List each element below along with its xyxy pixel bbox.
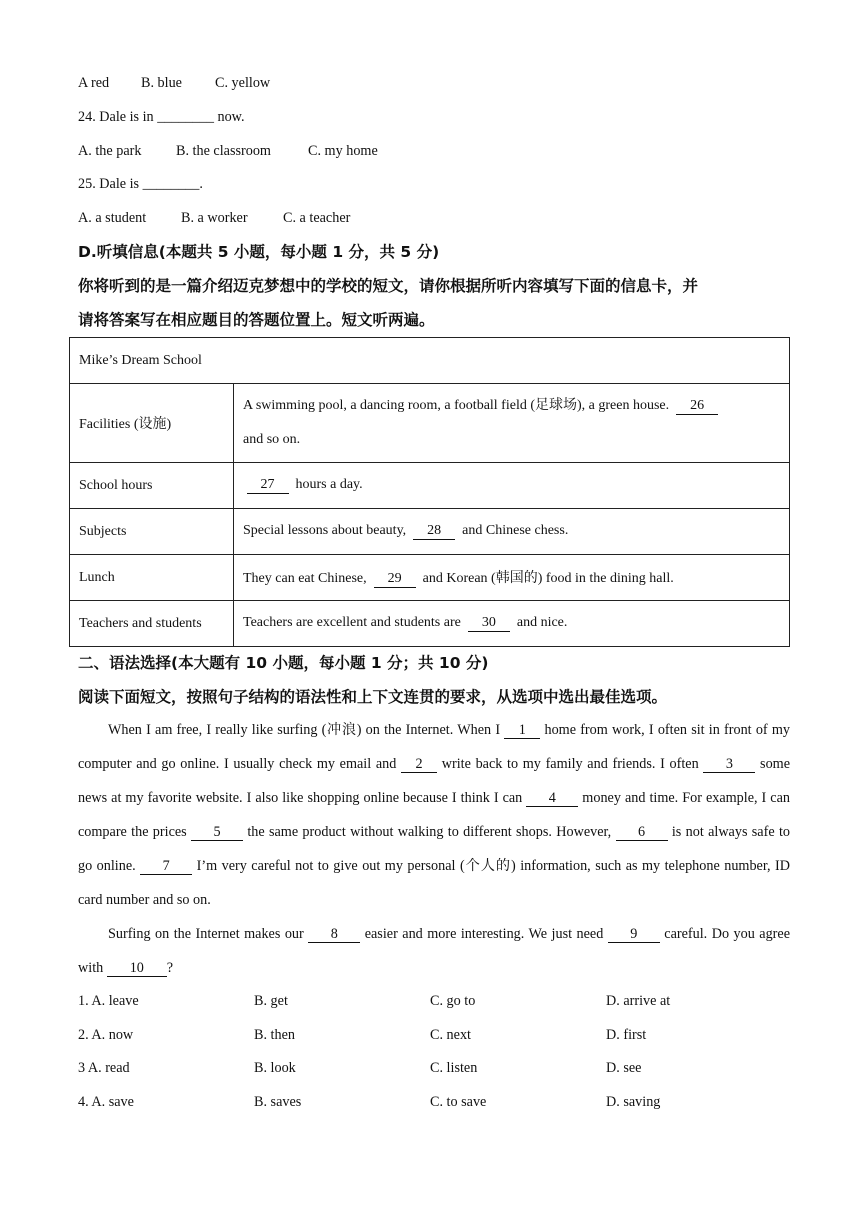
row-label: Lunch	[70, 555, 234, 601]
answer-blank-30[interactable]: 30	[468, 615, 510, 632]
info-card-table	[69, 337, 790, 647]
passage-blank-1[interactable]: 1	[504, 722, 540, 739]
choice-a: 4. A. save	[78, 1094, 134, 1110]
passage-blank-6[interactable]: 6	[616, 824, 668, 841]
passage-blank-5[interactable]: 5	[191, 824, 243, 841]
table-row	[70, 463, 790, 509]
option-c: C. yellow	[215, 75, 271, 91]
section-2-instruction: 阅读下面短文，按照句子结构的语法性和上下文连贯的要求，从选项中选出最佳选项。	[78, 688, 668, 706]
choice-b: B. saves	[254, 1094, 302, 1110]
row-content: A swimming pool, a dancing room, a football field (足球场), a green house. 26 and so on.	[234, 384, 790, 463]
choice-c: C. to save	[430, 1094, 487, 1110]
row-content: Special lessons about beauty, 28 and Chinese chess.	[234, 509, 790, 555]
section-d-instruction-2: 请将答案写在相应题目的答题位置上。短文听两遍。	[78, 311, 435, 329]
section-d-instruction-1: 你将听到的是一篇介绍迈克梦想中的学校的短文，请你根据所听内容填写下面的信息卡，并	[78, 277, 699, 295]
table-row	[70, 601, 790, 647]
row-label: Subjects	[70, 509, 234, 555]
q24-stem: 24. Dale is in ________ now.	[78, 109, 245, 125]
table-header: Mike’s Dream School	[70, 338, 790, 384]
choice-d: D. see	[606, 1060, 642, 1076]
option-b: B. blue	[141, 75, 182, 91]
passage-blank-10[interactable]: 10	[107, 960, 167, 977]
choice-b: B. get	[254, 993, 288, 1009]
passage-blank-9[interactable]: 9	[608, 926, 660, 943]
option-a: A red	[78, 75, 110, 91]
choice-b: B. then	[254, 1027, 295, 1043]
option-b: B. the classroom	[176, 143, 271, 159]
option-a: A. the park	[78, 143, 142, 159]
passage-blank-4[interactable]: 4	[526, 790, 578, 807]
answer-blank-26[interactable]: 26	[676, 398, 718, 415]
choice-d: D. saving	[606, 1094, 661, 1110]
choice-a: 2. A. now	[78, 1027, 134, 1043]
q25-stem: 25. Dale is ________.	[78, 176, 203, 192]
passage-paragraph-1: When I am free, I really like surfing (冲浪) on the Internet. When I 1 home from work, I often sit in front of my computer and go online. I usually check my email and 2 write back to my family and friends. I often 3 some news at my favorite website. I also like shopping online because I think I can 4 money and time. For example, I can compare the prices 5 the same product without walking to different shops. However, 6 is not always safe to go online. 7 I’m very careful not to give out my personal (个人的) information, such as my telephone number, ID card number and so on.	[78, 722, 790, 908]
passage-blank-3[interactable]: 3	[703, 756, 755, 773]
passage-blank-7[interactable]: 7	[140, 858, 192, 875]
choice-c: C. listen	[430, 1060, 478, 1076]
choice-d: D. first	[606, 1027, 647, 1043]
option-c: C. a teacher	[283, 210, 351, 226]
row-label: School hours	[70, 463, 234, 509]
row-content: 27 hours a day.	[234, 463, 790, 509]
choice-c: C. next	[430, 1027, 471, 1043]
choice-a: 3 A. read	[78, 1060, 130, 1076]
row-content: They can eat Chinese, 29 and Korean (韩国的) food in the dining hall.	[234, 555, 790, 601]
passage-paragraph-2: Surfing on the Internet makes our 8 easier and more interesting. We just need 9 careful. Do you agree with 10 ?	[78, 926, 790, 976]
section-2-title: 二、语法选择(本大题有 10 小题，每小题 1 分；共 10 分)	[78, 654, 489, 672]
option-b: B. a worker	[181, 210, 248, 226]
answer-blank-28[interactable]: 28	[413, 523, 455, 540]
row-label: Teachers and students	[70, 601, 234, 647]
table-row	[70, 555, 790, 601]
choice-d: D. arrive at	[606, 993, 671, 1009]
choice-a: 1. A. leave	[78, 993, 139, 1009]
choice-c: C. go to	[430, 993, 476, 1009]
passage-blank-2[interactable]: 2	[401, 756, 437, 773]
row-label: Facilities (设施)	[70, 384, 234, 463]
table-row	[70, 384, 790, 463]
answer-blank-29[interactable]: 29	[374, 571, 416, 588]
passage-blank-8[interactable]: 8	[308, 926, 360, 943]
choice-b: B. look	[254, 1060, 296, 1076]
section-d-title: D.听填信息(本题共 5 小题，每小题 1 分，共 5 分)	[78, 243, 440, 261]
answer-blank-27[interactable]: 27	[247, 477, 289, 494]
row-content: Teachers are excellent and students are 30 and nice.	[234, 601, 790, 647]
table-header-row	[70, 338, 790, 384]
option-c: C. my home	[308, 143, 378, 159]
option-a: A. a student	[78, 210, 147, 226]
table-row	[70, 509, 790, 555]
